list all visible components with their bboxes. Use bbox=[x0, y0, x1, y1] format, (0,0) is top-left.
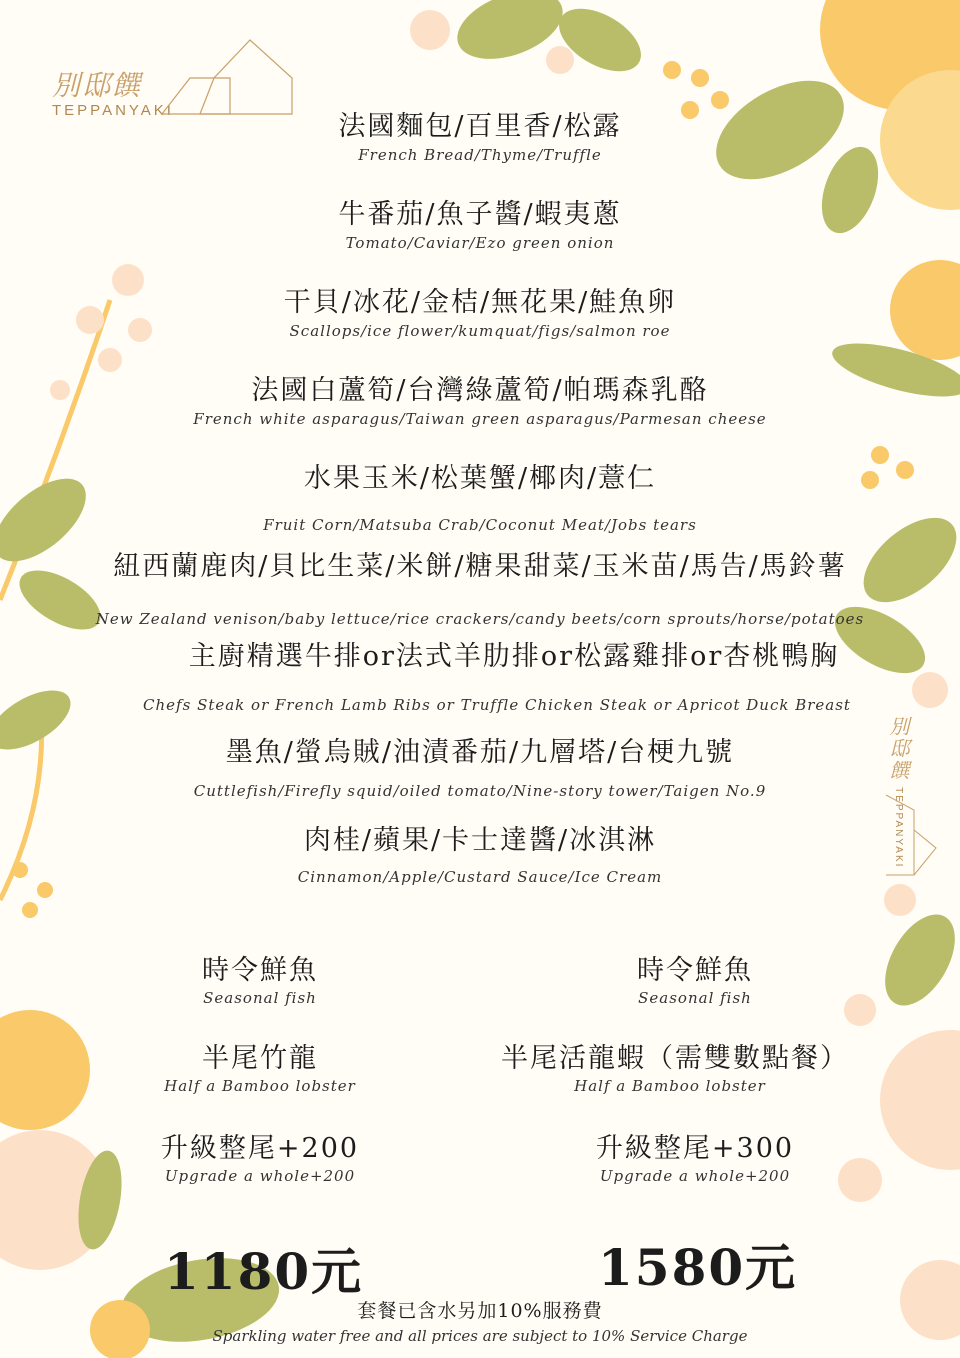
side-house-logo-icon bbox=[884, 790, 940, 880]
course-1-en: French Bread/Thyme/Truffle bbox=[358, 146, 602, 164]
set-left-fish-en: Seasonal fish bbox=[203, 989, 317, 1007]
set-right-upgrade-zh: 升級整尾+300 bbox=[595, 1133, 795, 1164]
course-3-zh: 干貝/冰花/金桔/無花果/鮭魚卵 bbox=[283, 287, 677, 318]
course-5-en: Fruit Corn/Matsuba Crab/Coconut Meat/Jobs tears bbox=[263, 516, 697, 534]
course-9-en: Cinnamon/Apple/Custard Sauce/Ice Cream bbox=[297, 868, 663, 886]
service-charge-zh: 套餐已含水另加10%服務費 bbox=[357, 1300, 603, 1322]
course-5 bbox=[0, 462, 960, 536]
set-left-lobster bbox=[100, 1042, 420, 1096]
course-2-zh: 牛番茄/魚子醬/蝦夷蔥 bbox=[338, 199, 622, 230]
set-left-lobster-en: Half a Bamboo lobster bbox=[164, 1077, 356, 1095]
course-3 bbox=[0, 286, 960, 342]
course-4-zh: 法國白蘆筍/台灣綠蘆筍/帕瑪森乳酪 bbox=[251, 375, 709, 406]
house-logo-icon bbox=[160, 38, 295, 118]
service-charge-en: Sparkling water free and all prices are subject to 10% Service Charge bbox=[212, 1327, 748, 1345]
course-4 bbox=[0, 374, 960, 430]
course-8 bbox=[0, 736, 960, 802]
set-left-fish bbox=[100, 954, 420, 1008]
service-charge-note bbox=[0, 1296, 960, 1345]
set-right-lobster bbox=[470, 1042, 880, 1096]
course-1 bbox=[0, 110, 960, 166]
side-brand-zh: 別邸饌 bbox=[886, 716, 910, 782]
course-6 bbox=[0, 550, 960, 630]
set-right-upgrade-en: Upgrade a whole+200 bbox=[599, 1167, 791, 1185]
set-left-fish-zh: 時令鮮魚 bbox=[202, 955, 318, 986]
course-3-en: Scallops/ice flower/kumquat/figs/salmon roe bbox=[289, 322, 671, 340]
course-9 bbox=[0, 824, 960, 888]
set-right-fish bbox=[530, 954, 860, 1008]
course-5-zh: 水果玉米/松葉蟹/椰肉/薏仁 bbox=[303, 463, 657, 494]
course-8-zh: 墨魚/螢烏賊/油漬番茄/九層塔/台梗九號 bbox=[225, 737, 735, 768]
set-left-price: 1180元 bbox=[164, 1242, 364, 1301]
course-6-en: New Zealand venison/baby lettuce/rice crackers/candy beets/corn sprouts/horse/potatoes bbox=[95, 610, 865, 628]
course-4-en: French white asparagus/Taiwan green asparagus/Parmesan cheese bbox=[193, 410, 767, 428]
course-7-zh: 主廚精選牛排or法式羊肋排or松露雞排or杏桃鴨胸 bbox=[188, 641, 840, 672]
course-7-en: Chefs Steak or French Lamb Ribs or Truffle Chicken Steak or Apricot Duck Breast bbox=[143, 696, 851, 714]
brand-name-en: TEPPANYAKI bbox=[52, 102, 174, 119]
set-right-price: 1580元 bbox=[598, 1238, 798, 1297]
set-right-fish-zh: 時令鮮魚 bbox=[637, 955, 753, 986]
course-9-zh: 肉桂/蘋果/卡士達醬/冰淇淋 bbox=[303, 825, 657, 856]
set-right-fish-en: Seasonal fish bbox=[638, 989, 752, 1007]
set-right-upgrade bbox=[530, 1132, 860, 1186]
course-6-zh: 紐西蘭鹿肉/貝比生菜/米餅/糖果甜菜/玉米苗/馬告/馬鈴薯 bbox=[113, 551, 847, 582]
set-right-lobster-en: Half a Bamboo lobster bbox=[574, 1077, 766, 1095]
course-2-en: Tomato/Caviar/Ezo green onion bbox=[345, 234, 615, 252]
set-left-lobster-zh: 半尾竹龍 bbox=[202, 1043, 318, 1074]
set-left-upgrade-en: Upgrade a whole+200 bbox=[164, 1167, 356, 1185]
brand-name-zh: 別邸饌 bbox=[52, 69, 143, 102]
set-right-lobster-zh: 半尾活龍蝦（需雙數點餐） bbox=[501, 1043, 849, 1074]
course-7 bbox=[34, 640, 960, 716]
set-left-upgrade-zh: 升級整尾+200 bbox=[160, 1133, 360, 1164]
set-left-upgrade bbox=[100, 1132, 420, 1186]
course-1-zh: 法國麵包/百里香/松露 bbox=[338, 111, 622, 142]
side-brand-en: TEPPANYAKI bbox=[893, 787, 904, 869]
course-8-en: Cuttlefish/Firefly squid/oiled tomato/Nine-story tower/Taigen No.9 bbox=[193, 782, 767, 800]
course-2 bbox=[0, 198, 960, 254]
